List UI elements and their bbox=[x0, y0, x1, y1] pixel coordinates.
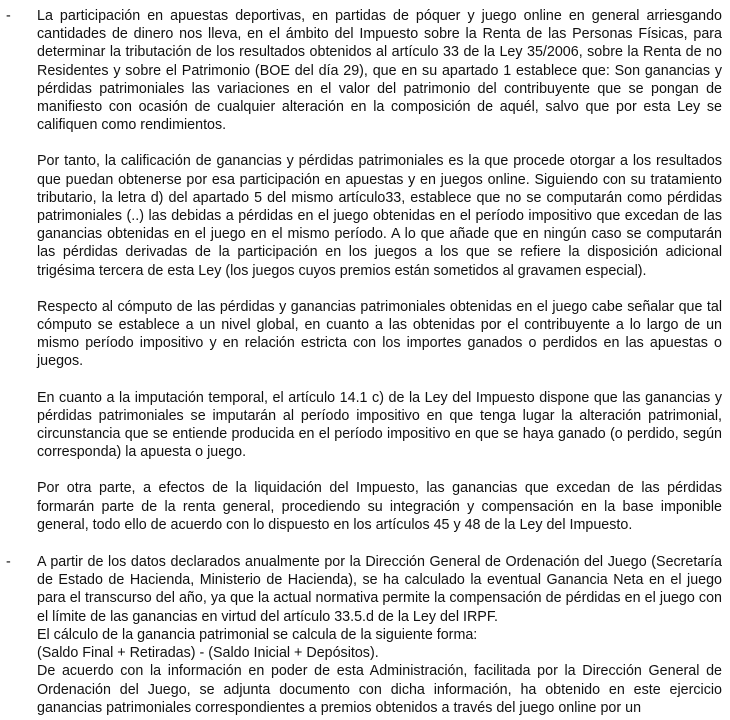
list-item-tax-treatment bbox=[0, 7, 730, 534]
text-dgoj-data: A partir de los datos declarados anualmente por la Dirección General de Ordenación del Juego (Secretaría de Estado de Hacienda, Ministerio de Hacienda), se ha calculado la eventual Ganancia Neta en el juego para el transcurso del año, ya que la actual normativa permite la compensación de pérdidas en el juego con el límite de las ganancias en virtud del artículo 33.5.d de la Ley del IRPF. bbox=[37, 554, 722, 625]
list-item-net-gain-calculation bbox=[0, 553, 730, 717]
paragraph-liquidation: Por otra parte, a efectos de la liquidación del Impuesto, las ganancias que excedan de las pérdidas formarán parte de la renta general, procediendo su integración y compensación en la base imponible general, todo ello de acuerdo con lo dispuesto en los artículos 45 y 48 de la Ley del Impuesto. bbox=[37, 480, 722, 533]
text-calculation-intro: El cálculo de la ganancia patrimonial se calcula de la siguiente forma: bbox=[37, 626, 478, 643]
paragraph-article-33: La participación en apuestas deportivas, en partidas de póquer y juego online en general arriesgando cantidades de dinero nos lleva, en el ámbito del Impuesto sobre la Renta de las Personas Físicas, para determinar la tributación de los resultados obtenidos al artículo 33 de la Ley 35/2006, sobre la Renta de no Residentes y sobre el Patrimonio (BOE del día 29), que en su apartado 1 establece que: Son ganancias y pérdidas patrimoniales las variaciones en el valor del patrimonio del contribuyente que se pongan de manifiesto con ocasión de cualquier alteración en la composición de aquél, salvo que por esta Ley se califiquen como rendimientos. bbox=[37, 8, 722, 134]
paragraph-classification: Por tanto, la calificación de ganancias y pérdidas patrimoniales es la que procede otorgar a los resultados que puedan obtenerse por esa participación en apuestas y en juegos online. Siguiendo con su tratamiento tributario, la letra d) del apartado 5 del mismo artículo33, establece que no se computarán como pérdidas patrimoniales (..) las debidas a pérdidas en el juego obtenidas en el período impositivo que excedan de las ganancias obtenidas en el juego en el mismo período. A lo que añade que en ningún caso se computarán las pérdidas derivadas de la participación en los juegos a los que se refiere la disposición adicional trigésima tercera de esta Ley (los juegos cuyos premios están sometidos al gravamen especial). bbox=[37, 153, 722, 279]
text-calculation-formula: (Saldo Final + Retiradas) - (Saldo Inicial + Depósitos). bbox=[37, 645, 379, 662]
text-administration-info: De acuerdo con la información en poder de esta Administración, facilitada por la Dirección General de Ordenación del Juego, se adjunta documento con dicha información, ha obtenido en este ejercicio ganancias patrimoniales correspondientes a premios obtenidos a través del juego online por un bbox=[37, 663, 722, 716]
paragraph-dgoj-data bbox=[37, 553, 722, 717]
paragraph-temporal-imputation: En cuanto a la imputación temporal, el artículo 14.1 c) de la Ley del Impuesto dispone que las ganancias y pérdidas patrimoniales se imputarán al período impositivo en que tenga lugar la alteración patrimonial, circunstancia que se entiende producida en el período impositivo en que se haya ganado (o perdido, según corresponda) la apuesta o juego. bbox=[37, 389, 722, 461]
paragraph-computation: Respecto al cómputo de las pérdidas y ganancias patrimoniales obtenidas en el juego cabe señalar que tal cómputo se establece a un nivel global, en cuanto a las obtenidas por el contribuyente a lo largo de un mismo período impositivo y en relación estricta con los importes ganados o perdidos en las apuestas o juegos. bbox=[37, 298, 722, 370]
list-bullet: - bbox=[6, 8, 11, 24]
list-bullet: - bbox=[6, 554, 11, 571]
